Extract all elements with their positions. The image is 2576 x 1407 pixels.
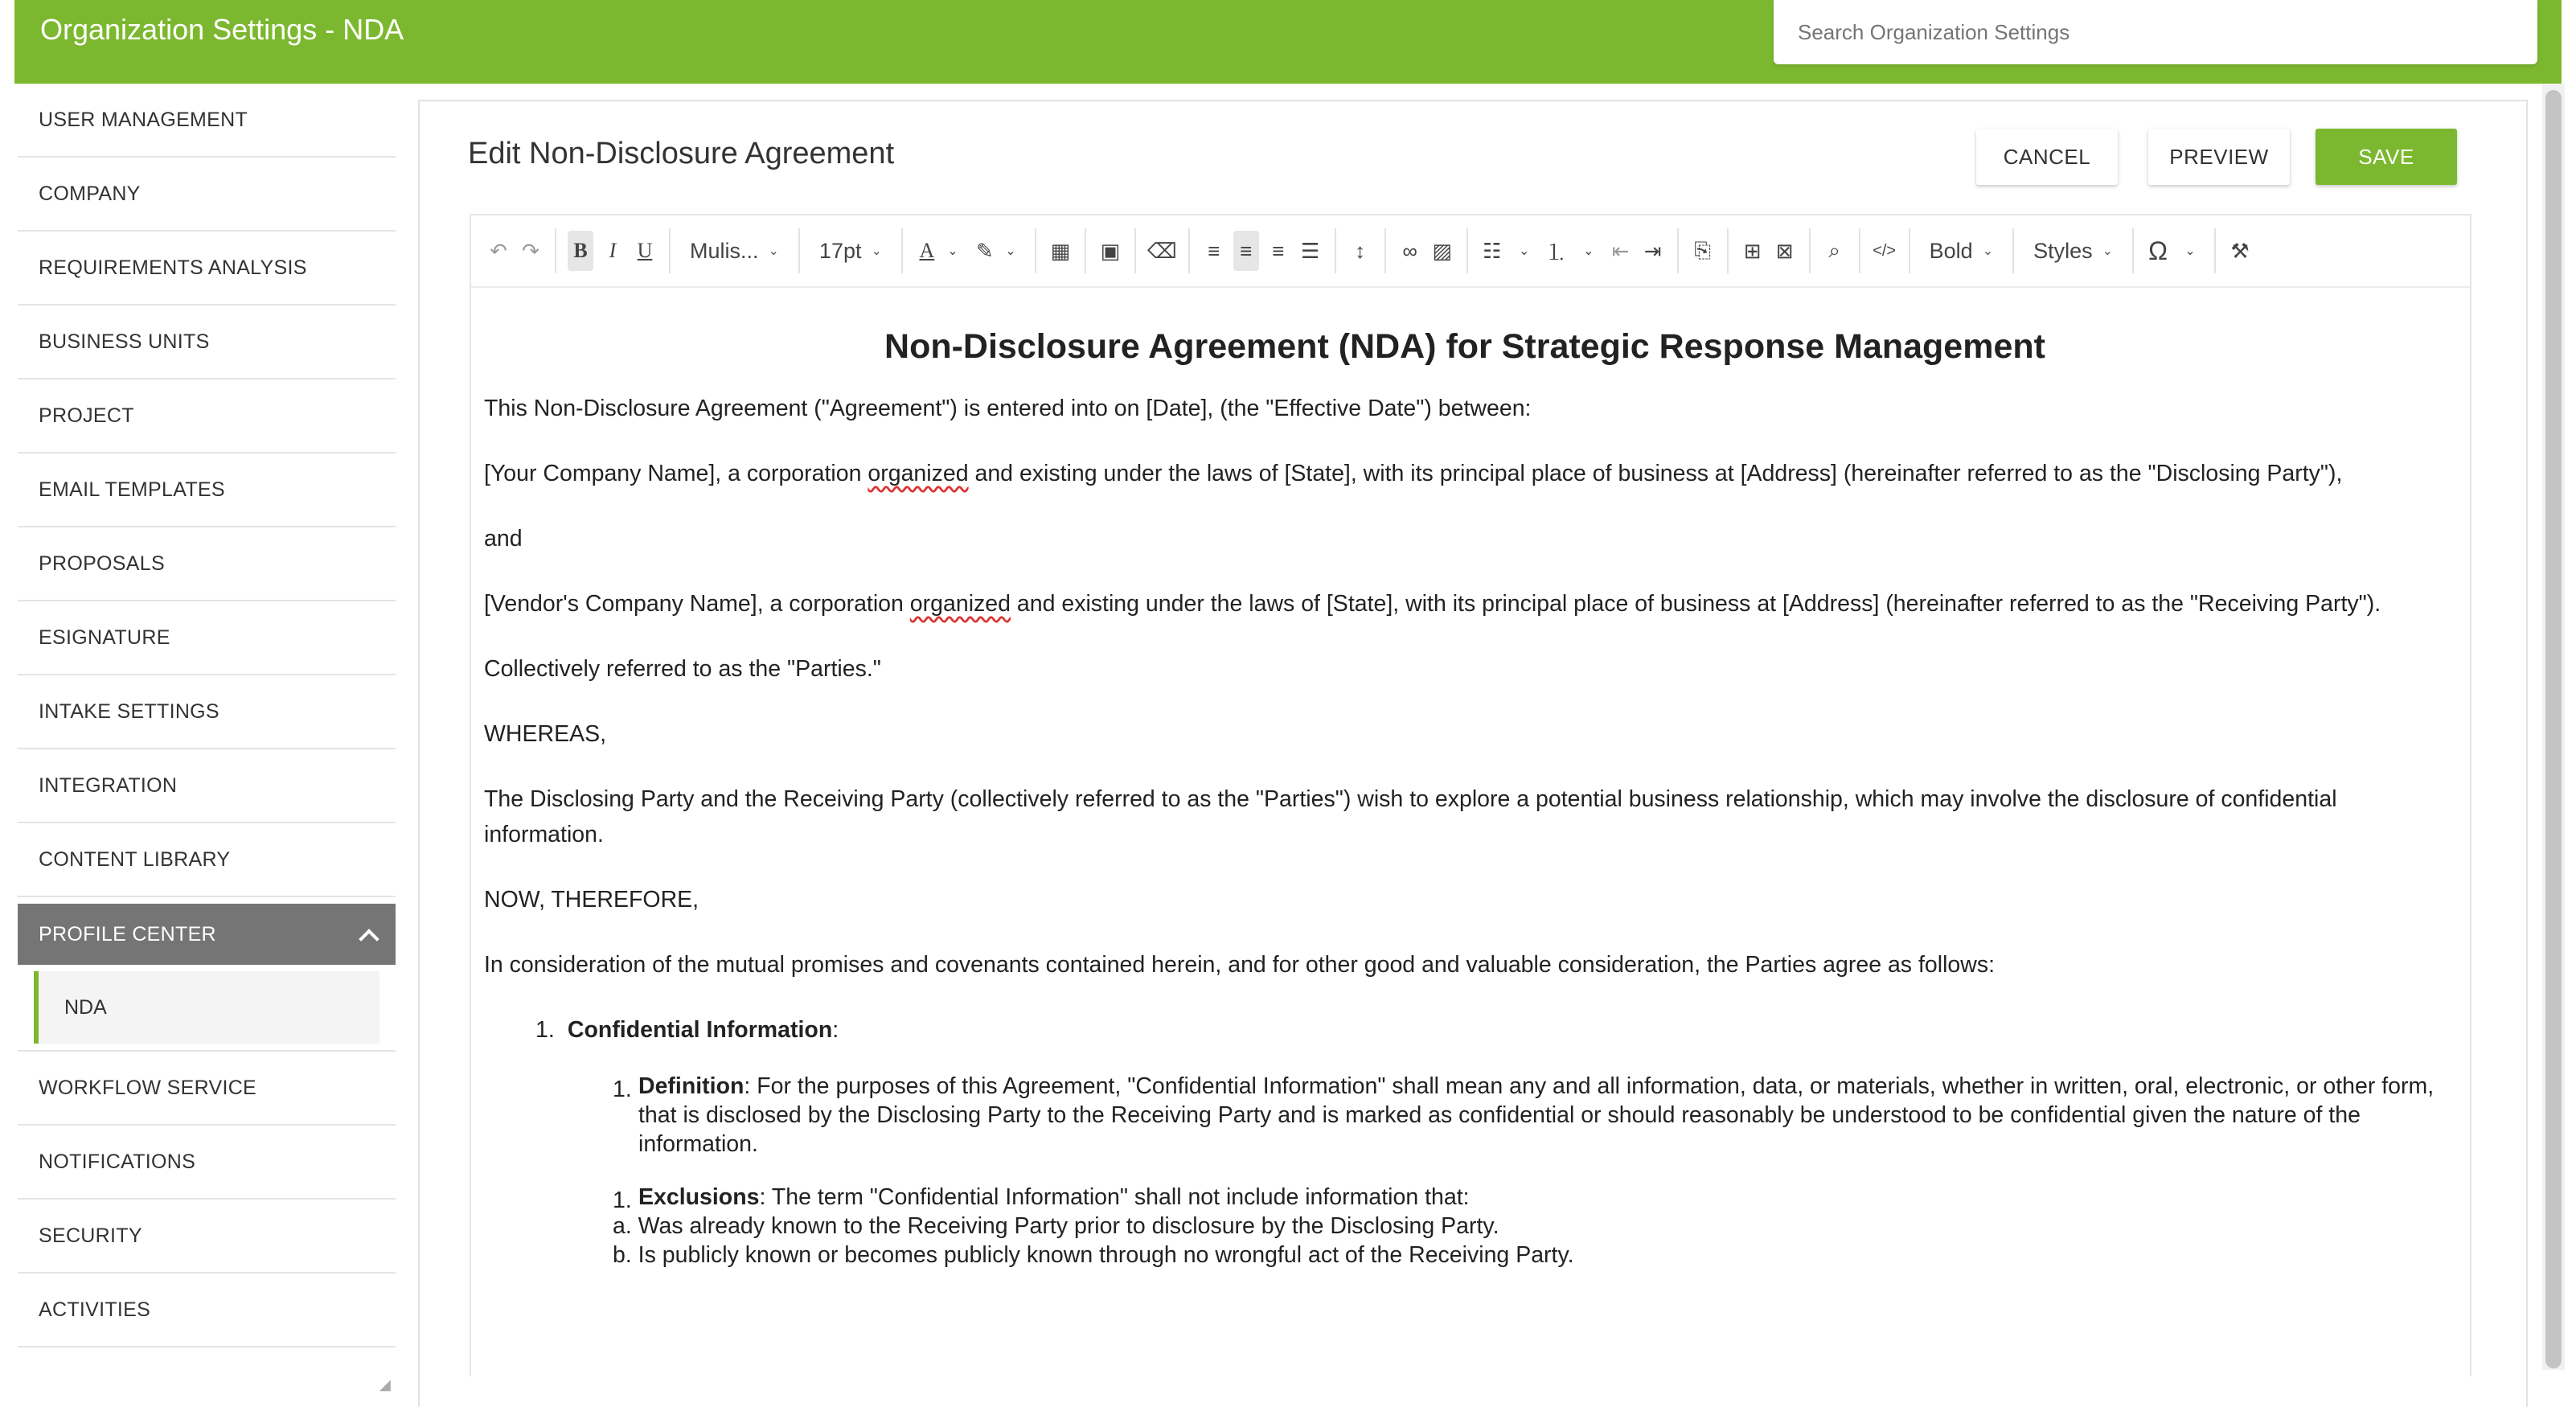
block-format-value: Bold <box>1929 238 1973 263</box>
chevron-down-icon[interactable]: ⌄ <box>1582 244 1594 258</box>
search-input[interactable] <box>1774 0 2537 64</box>
chevron-down-icon: ⌄ <box>1982 244 1994 258</box>
sidebar-item-project[interactable]: PROJECT <box>18 379 396 453</box>
format-painter-icon[interactable]: ⚒ <box>2230 238 2250 263</box>
indent-icon[interactable]: ⇥ <box>1643 238 1662 263</box>
sub-list-item: b. Is publicly known or becomes publicly known through no wrongful act of the Receiving Party. <box>613 1242 1574 1268</box>
document-body[interactable] <box>484 299 2446 1375</box>
list-item <box>484 1183 2446 1212</box>
paragraph <box>484 586 2446 621</box>
toolbar-divider <box>1909 228 1910 273</box>
text-run: [Vendor's Company Name], a corporation <box>484 591 910 617</box>
resize-grip-icon[interactable]: ◢ <box>379 1376 391 1393</box>
text-run: : <box>832 1017 839 1043</box>
toolbar-divider <box>2214 228 2216 273</box>
chevron-up-icon[interactable] <box>359 925 376 943</box>
sidebar-item-proposals[interactable]: PROPOSALS <box>18 527 396 601</box>
sidebar-item-company[interactable]: COMPANY <box>18 158 396 232</box>
toolbar-divider <box>1809 228 1811 273</box>
toolbar-divider <box>555 228 556 273</box>
sidebar-item-business-units[interactable]: BUSINESS UNITS <box>18 306 396 379</box>
redo-icon[interactable]: ↷ <box>522 238 539 263</box>
toolbar-divider <box>901 228 903 273</box>
toolbar-divider <box>2012 228 2014 273</box>
chevron-down-icon[interactable]: ⌄ <box>2184 244 2196 258</box>
chevron-down-icon: ⌄ <box>768 244 779 258</box>
term: Definition <box>638 1073 744 1099</box>
toolbar-divider <box>1466 228 1468 273</box>
page-break-icon[interactable]: ⎘ <box>1694 238 1712 262</box>
image-icon[interactable]: ▨ <box>1432 238 1452 263</box>
editor-title: Edit Non-Disclosure Agreement <box>468 137 895 170</box>
sidebar-item-security[interactable]: SECURITY <box>18 1200 396 1274</box>
paragraph: and <box>484 526 523 552</box>
chevron-down-icon[interactable]: ⌄ <box>947 244 958 258</box>
sidebar-item-intake-settings[interactable]: INTAKE SETTINGS <box>18 675 396 749</box>
rich-text-editor <box>470 214 2471 1376</box>
document-title: Non-Disclosure Agreement (NDA) for Strategic Response Management <box>884 327 2045 366</box>
remove-comment-icon[interactable]: ⊠ <box>1775 238 1794 263</box>
paragraph: WHEREAS, <box>484 721 607 747</box>
text-run: : The term "Confidential Information" shall not include information that: <box>759 1184 1470 1210</box>
list-number: 1. <box>535 1017 555 1043</box>
toolbar-divider <box>1134 228 1136 273</box>
link-icon[interactable]: ∞ <box>1402 238 1417 263</box>
list-item <box>484 1072 2446 1159</box>
sidebar-item-profile-center[interactable] <box>18 904 396 965</box>
scrollbar-thumb[interactable] <box>2545 90 2562 1368</box>
text-run: and existing under the laws of [State], with its principal place of business at [Address] (hereinafter referred to as the "Receiving Party"). <box>1010 591 2381 617</box>
align-center-icon[interactable]: ≡ <box>1233 231 1259 271</box>
sidebar-item-notifications[interactable]: NOTIFICATIONS <box>18 1126 396 1200</box>
main-card <box>418 100 2528 1407</box>
chevron-down-icon[interactable]: ⌄ <box>1518 244 1530 258</box>
toolbar-divider <box>669 228 671 273</box>
font-size-value: 17pt <box>818 238 862 263</box>
sidebar-item-integration[interactable]: INTEGRATION <box>18 749 396 823</box>
sidebar-item-activities[interactable]: ACTIVITIES <box>18 1274 396 1348</box>
list-number: 1. <box>613 1188 632 1213</box>
toolbar-divider <box>798 228 800 273</box>
font-family-value: Mulis... <box>690 238 759 263</box>
page-scrollbar[interactable] <box>2542 84 2565 1370</box>
preview-button[interactable]: PREVIEW <box>2148 129 2290 185</box>
font-family-select[interactable] <box>682 231 787 271</box>
sidebar <box>18 84 396 1407</box>
sidebar-item-requirements-analysis[interactable]: REQUIREMENTS ANALYSIS <box>18 232 396 306</box>
align-right-icon[interactable]: ≡ <box>1272 238 1285 263</box>
styles-value: Styles <box>2033 238 2093 263</box>
numbered-list-icon[interactable]: ⒈ <box>1545 240 1567 265</box>
toolbar-divider <box>1035 228 1036 273</box>
align-justify-icon[interactable]: ☰ <box>1301 238 1320 263</box>
toolbar-divider <box>1335 228 1336 273</box>
toolbar-divider <box>1677 228 1679 273</box>
sub-list-item: a. Was already known to the Receiving Party prior to disclosure by the Disclosing Party. <box>613 1213 1499 1239</box>
paragraph: Collectively referred to as the "Parties." <box>484 656 881 682</box>
chevron-down-icon[interactable]: ⌄ <box>1005 244 1016 258</box>
paragraph <box>484 456 2446 491</box>
list-text <box>613 1183 2446 1212</box>
sidebar-item-content-library[interactable]: CONTENT LIBRARY <box>18 823 396 897</box>
page-title: Organization Settings - NDA <box>40 13 404 46</box>
styles-select[interactable] <box>2025 231 2121 271</box>
underline-button[interactable]: U <box>637 239 653 262</box>
toolbar-divider <box>2132 228 2134 273</box>
sidebar-item-label: PROFILE CENTER <box>39 922 216 946</box>
align-left-icon[interactable]: ≡ <box>1208 238 1220 263</box>
outdent-icon[interactable]: ⇤ <box>1611 238 1630 263</box>
toolbar-divider <box>1188 228 1190 273</box>
table-icon[interactable]: ▦ <box>1050 238 1071 263</box>
toolbar-divider <box>1859 228 1860 273</box>
save-button[interactable]: SAVE <box>2316 129 2457 185</box>
paragraph: The Disclosing Party and the Receiving Party (collectively referred to as the "Parties") wish to explore a potential business relationship, which may involve the disclosure of confidential information. <box>484 786 2337 847</box>
editor-toolbar <box>471 215 2470 288</box>
paragraph: This Non-Disclosure Agreement ("Agreement") is entered into on [Date], (the "Effective Date") between: <box>484 396 1532 421</box>
toolbar-divider <box>1085 228 1086 273</box>
sidebar-item-user-management[interactable]: USER MANAGEMENT <box>18 84 396 158</box>
sidebar-item-workflow-service[interactable]: WORKFLOW SERVICE <box>18 1052 396 1126</box>
sidebar-item-email-templates[interactable]: EMAIL TEMPLATES <box>18 453 396 527</box>
chevron-down-icon: ⌄ <box>871 244 882 258</box>
sidebar-subitem-nda[interactable]: NDA <box>34 971 379 1044</box>
term: Exclusions <box>638 1184 760 1210</box>
sidebar-item-esignature[interactable]: ESIGNATURE <box>18 601 396 675</box>
block-format-select[interactable] <box>1922 231 2001 271</box>
list-item <box>484 1012 2446 1048</box>
text-run: and existing under the laws of [State], with its principal place of business at [Address] (hereinafter referred to as the "Disclosing Party"), <box>968 461 2343 486</box>
cancel-button[interactable]: CANCEL <box>1976 129 2118 185</box>
toolbar-divider <box>1727 228 1729 273</box>
paragraph: NOW, THEREFORE, <box>484 887 699 913</box>
text-run: : For the purposes of this Agreement, "Confidential Information" shall mean any and all information, data, or materials, whether in written, oral, electronic, or other form, that is disclosed by the Disclosing Party to the Receiving Party and is marked as confidential or should reasonably be understood to be confidential given the nature of the information. <box>638 1073 2434 1157</box>
special-character-icon[interactable]: Ω <box>2148 236 2168 265</box>
italic-button[interactable]: I <box>609 239 617 262</box>
code-icon[interactable]: </> <box>1873 241 1897 260</box>
section-title: Confidential Information <box>567 1017 833 1043</box>
add-comment-icon[interactable]: ⊞ <box>1743 238 1762 263</box>
media-icon[interactable]: ▣ <box>1100 238 1121 263</box>
text-run: [Your Company Name], a corporation <box>484 461 868 486</box>
list-number: 1. <box>613 1077 632 1102</box>
chevron-down-icon: ⌄ <box>2102 244 2114 258</box>
list-text <box>613 1072 2446 1159</box>
undo-icon[interactable]: ↶ <box>490 238 507 263</box>
sidebar-subgroup <box>18 971 396 1052</box>
spellcheck-word[interactable]: organized <box>909 591 1011 617</box>
font-size-select[interactable] <box>811 231 890 271</box>
clear-format-icon[interactable]: ⌫ <box>1146 238 1177 263</box>
highlight-icon[interactable]: ✎ <box>975 238 994 263</box>
bold-button[interactable]: B <box>568 231 593 271</box>
font-color-icon[interactable]: A <box>919 239 935 262</box>
bullet-list-icon[interactable]: ☷ <box>1483 238 1502 263</box>
paragraph: In consideration of the mutual promises and covenants contained herein, and for other good and valuable consideration, the Parties agree as follows: <box>484 952 1996 978</box>
spellcheck-word[interactable]: organized <box>868 461 969 486</box>
search-icon[interactable]: ⌕ <box>1828 238 1840 262</box>
line-height-icon[interactable]: ↕ <box>1355 238 1366 263</box>
toolbar-divider <box>1384 228 1386 273</box>
